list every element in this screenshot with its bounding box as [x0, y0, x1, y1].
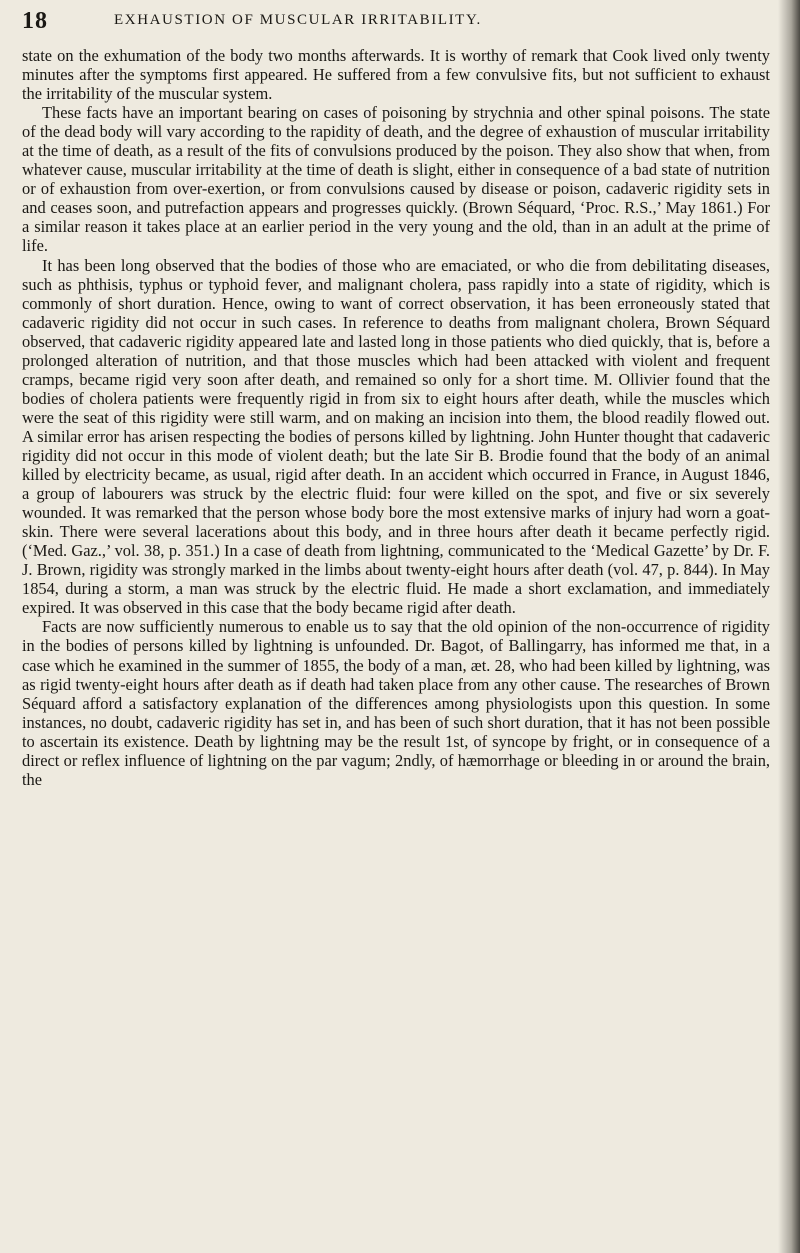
paragraph-4: Facts are now sufficiently numerous to enable us to say that the old opinion of the non-occurrence of rigidity in the bodies of persons killed by lightning is unfounded. Dr. Bagot, of Ballingarry, has informed me that, in a case which he examined in the summer of 1855, the body of a man, æt. 28, who had been killed by lightning, was as rigid twenty-eight hours after death as if death had taken place from any other cause. The researches of Brown Séquard afford a satisfactory explanation of the differences among physiologists upon this question. In some instances, no doubt, cadaveric rigidity has set in, and has been of such short duration, that it has not been possible to ascertain its existence. Death by lightning may be the result 1st, of syncope by fright, or in consequence of a direct or reflex influence of lightning on the par vagum; 2ndly, of hæmorrhage or bleeding in or around the brain, the [22, 617, 770, 789]
body-text [22, 46, 770, 789]
page-header [22, 8, 740, 38]
paragraph-3: It has been long observed that the bodies of those who are emaciated, or who die from debilitating diseases, such as phthisis, typhus or typhoid fever, and malignant cholera, pass rapidly into a state of rigidity, which is commonly of short duration. Hence, owing to want of correct observation, it has been erroneously stated that cadaveric rigidity did not occur in such cases. In reference to deaths from malignant cholera, Brown Séquard observed, that cadaveric rigidity appeared late and lasted long in those patients who died quickly, that is, before a prolonged alteration of nutrition, and that those muscles which had been attacked with violent and frequent cramps, became rigid very soon after death, and remained so only for a short time. M. Ollivier found that the bodies of cholera patients were frequently rigid in from six to eight hours after death, while the muscles which were the seat of this rigidity were still warm, and on making an incision into them, the blood readily flowed out. A similar error has arisen respecting the bodies of persons killed by lightning. John Hunter thought that cadaveric rigidity did not occur in this mode of violent death; but the late Sir B. Brodie found that the body of an animal killed by electricity became, as usual, rigid after death. In an accident which occurred in France, in August 1846, a group of labourers was struck by the electric fluid: four were killed on the spot, and five or six severely wounded. It was remarked that the person whose body bore the most extensive marks of injury had worn a goat-skin. There were several lacerations about this body, and in three hours after death it became perfectly rigid. (‘Med. Gaz.,’ vol. 38, p. 351.) In a case of death from lightning, communicated to the ‘Medical Gazette’ by Dr. F. J. Brown, rigidity was strongly marked in the limbs about twenty-eight hours after death (vol. 47, p. 844). In May 1854, during a storm, a man was struck by the electric fluid. He made a short exclamation, and immediately expired. It was observed in this case that the body became rigid after death. [22, 255, 770, 618]
paragraph-2: These facts have an important bearing on cases of poisoning by strychnia and other spinal poisons. The state of the dead body will vary according to the rapidity of death, and the degree of exhaustion of muscular irritability at the time of death, as a result of the fits of convulsions produced by the poison. They also show that when, from whatever cause, muscular irritability at the time of death is slight, either in consequence of a bad state of nutrition or of exhaustion from over-exertion, or from convulsions caused by disease or poison, cadaveric rigidity sets in and ceases soon, and putrefaction appears and progresses quickly. (Brown Séquard, ‘Proc. R.S.,’ May 1861.) For a similar reason it takes place at an earlier period in the very young and the old, than in an adult at the prime of life. [22, 103, 770, 256]
page-edge-shadow [778, 0, 800, 1253]
paragraph-1: state on the exhumation of the body two months afterwards. It is worthy of remark that Cook lived only twenty minutes after the symptoms first appeared. He suffered from a few convulsive fits, but not sufficient to exhaust the irritability of the muscular system. [22, 46, 770, 104]
running-head: EXHAUSTION OF MUSCULAR IRRITABILITY. [114, 12, 482, 28]
page-number: 18 [22, 8, 48, 34]
